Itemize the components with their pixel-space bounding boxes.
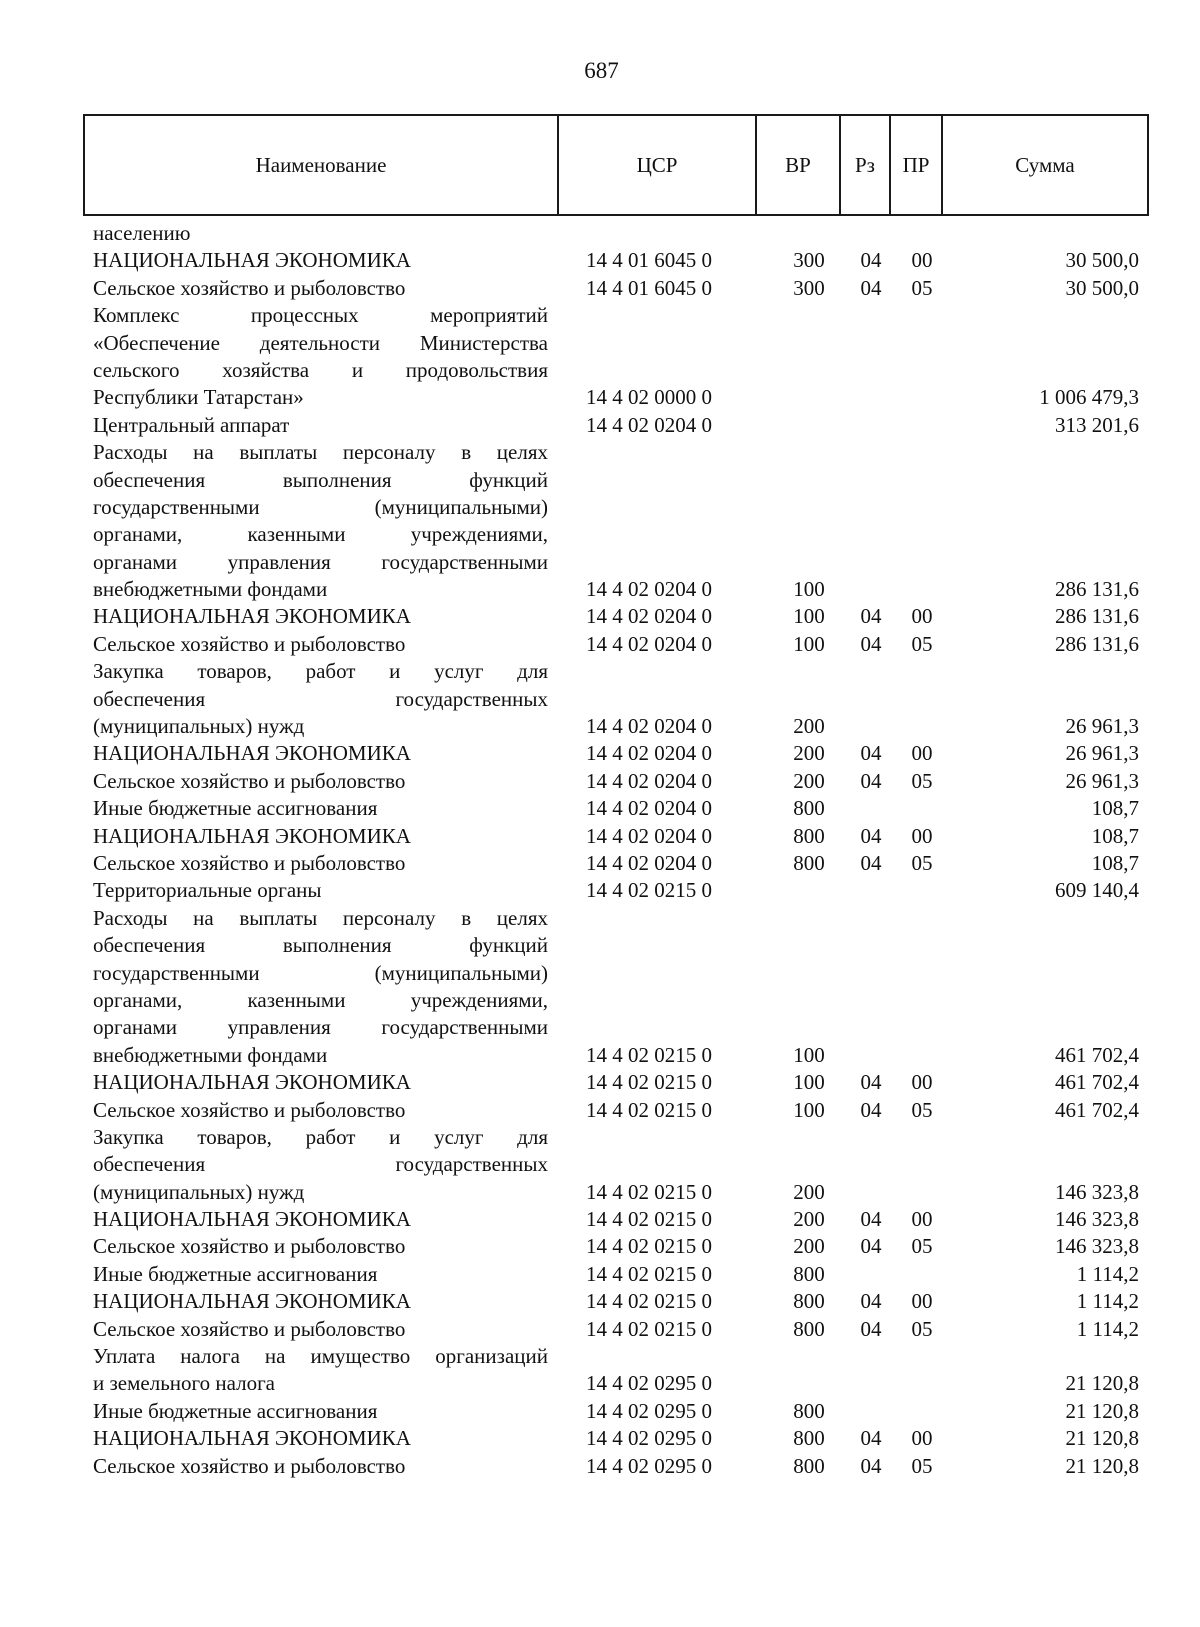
row-vr: 200 <box>793 714 825 739</box>
row-name <box>93 740 548 767</box>
row-rz: 04 <box>860 823 882 848</box>
row-name-line: и земельного налога <box>93 1371 276 1396</box>
row-pr <box>902 220 942 247</box>
table-row <box>93 877 1139 904</box>
row-pr: 00 <box>911 741 933 766</box>
row-csr: 14 4 02 0215 0 <box>586 1316 712 1341</box>
row-name-line: внебюджетными фондами <box>93 577 328 602</box>
table-row <box>93 1124 1139 1206</box>
row-csr: 14 4 02 0204 0 <box>586 604 712 629</box>
row-sum: 21 120,8 <box>1065 1426 1139 1451</box>
row-csr: 14 4 01 6045 0 <box>586 248 712 273</box>
row-vr <box>781 412 837 439</box>
row-sum: 21 120,8 <box>1065 1371 1139 1396</box>
row-name-line: Центральный аппарат <box>93 412 290 437</box>
table-row <box>93 1069 1139 1096</box>
row-sum: 313 201,6 <box>1055 412 1139 437</box>
row-rz: 04 <box>860 1453 882 1478</box>
row-vr: 100 <box>793 1070 825 1095</box>
row-rz <box>851 795 891 822</box>
row-sum: 108,7 <box>1091 796 1139 821</box>
row-csr: 14 4 02 0215 0 <box>586 1207 712 1232</box>
row-pr <box>902 877 942 904</box>
row-name-line: НАЦИОНАЛЬНАЯ ЭКОНОМИКА <box>93 604 411 629</box>
row-vr: 800 <box>793 1426 825 1451</box>
row-csr: 14 4 02 0215 0 <box>586 1042 712 1067</box>
row-rz: 04 <box>860 248 882 273</box>
row-csr: 14 4 02 0204 0 <box>586 714 712 739</box>
table-row <box>93 1343 1139 1398</box>
row-sum: 26 961,3 <box>1065 741 1139 766</box>
row-name <box>93 905 548 1069</box>
table-row <box>93 1425 1139 1452</box>
row-name-line: Расходы на выплаты персоналу в целях <box>93 905 548 930</box>
row-pr: 05 <box>911 275 933 300</box>
row-name <box>93 1425 548 1452</box>
row-pr: 00 <box>911 248 933 273</box>
row-name-line: НАЦИОНАЛЬНАЯ ЭКОНОМИКА <box>93 1070 411 1095</box>
row-csr: 14 4 02 0215 0 <box>586 1097 712 1122</box>
row-name <box>93 439 548 603</box>
row-name <box>93 1124 548 1206</box>
row-name-line: Территориальные органы <box>93 878 322 903</box>
row-csr: 14 4 02 0204 0 <box>586 823 712 848</box>
row-pr <box>902 412 942 439</box>
table-row <box>93 1233 1139 1260</box>
row-name-line: (муниципальных) нужд <box>93 1179 305 1204</box>
table-row <box>93 905 1139 1069</box>
row-rz: 04 <box>860 850 882 875</box>
row-sum: 286 131,6 <box>1055 577 1139 602</box>
row-name <box>93 850 548 877</box>
row-name-line: «Обеспечение деятельности Министерства <box>93 330 548 355</box>
row-rz <box>851 1179 891 1206</box>
header-csr: ЦСР <box>559 116 757 214</box>
row-name-line: населению <box>93 221 191 245</box>
row-sum: 21 120,8 <box>1065 1398 1139 1423</box>
row-name-line: Закупка товаров, работ и услуг для <box>93 659 548 684</box>
row-rz <box>851 877 891 904</box>
row-name <box>93 768 548 795</box>
table-row <box>93 658 1139 740</box>
row-rz <box>851 412 891 439</box>
row-rz: 04 <box>860 1234 882 1259</box>
row-name <box>93 247 548 274</box>
row-vr: 200 <box>793 741 825 766</box>
row-csr: 14 4 02 0204 0 <box>586 631 712 656</box>
row-name <box>93 412 548 439</box>
row-name-line: Сельское хозяйство и рыболовство <box>93 1234 406 1259</box>
row-csr: 14 4 02 0295 0 <box>586 1426 712 1451</box>
row-vr: 800 <box>793 850 825 875</box>
row-csr: 14 4 02 0295 0 <box>586 1371 712 1396</box>
table-row <box>93 1097 1139 1124</box>
row-vr: 100 <box>793 1097 825 1122</box>
row-name-line: НАЦИОНАЛЬНАЯ ЭКОНОМИКА <box>93 248 411 273</box>
row-pr: 00 <box>911 1207 933 1232</box>
row-pr: 00 <box>911 823 933 848</box>
row-sum: 21 120,8 <box>1065 1453 1139 1478</box>
row-name-line: Расходы на выплаты персоналу в целях <box>93 440 548 465</box>
row-vr: 300 <box>793 275 825 300</box>
row-rz: 04 <box>860 1316 882 1341</box>
row-name <box>93 658 548 740</box>
row-rz <box>851 220 891 247</box>
table-row <box>93 850 1139 877</box>
row-pr: 00 <box>911 1070 933 1095</box>
table-row <box>93 631 1139 658</box>
row-name <box>93 1097 548 1124</box>
row-name-line: (муниципальных) нужд <box>93 714 305 739</box>
row-sum: 30 500,0 <box>1065 275 1139 300</box>
row-pr: 05 <box>911 1097 933 1122</box>
row-name-line: НАЦИОНАЛЬНАЯ ЭКОНОМИКА <box>93 1426 411 1451</box>
row-name-line: Республики Татарстан» <box>93 385 304 410</box>
row-csr: 14 4 02 0215 0 <box>586 1179 712 1204</box>
row-pr: 05 <box>911 768 933 793</box>
row-name <box>93 631 548 658</box>
table-row <box>93 247 1139 274</box>
header-name: Наименование <box>85 116 559 214</box>
row-rz <box>851 1398 891 1425</box>
row-name-line: государственными (муниципальными) <box>93 494 548 519</box>
table-body <box>93 220 1139 1480</box>
row-csr: 14 4 02 0204 0 <box>586 796 712 821</box>
table-row <box>93 302 1139 412</box>
row-pr <box>902 713 942 740</box>
table-row <box>93 1398 1139 1425</box>
row-name-line: Комплекс процессных мероприятий <box>93 303 548 328</box>
row-name-line: Закупка товаров, работ и услуг для <box>93 1124 548 1149</box>
row-name-line: Сельское хозяйство и рыболовство <box>93 1453 406 1478</box>
table-row <box>93 1206 1139 1233</box>
row-name-line: НАЦИОНАЛЬНАЯ ЭКОНОМИКА <box>93 1289 411 1314</box>
header-vr: ВР <box>757 116 841 214</box>
row-vr: 800 <box>793 1398 825 1423</box>
row-vr: 200 <box>793 768 825 793</box>
table-row <box>93 1288 1139 1315</box>
table-row <box>93 220 1139 247</box>
row-csr: 14 4 02 0000 0 <box>586 385 712 410</box>
row-name-line: сельского хозяйства и продовольствия <box>93 357 548 382</box>
row-name <box>93 1343 548 1398</box>
row-vr: 100 <box>793 1042 825 1067</box>
row-name-line: государственными (муниципальными) <box>93 960 548 985</box>
row-name <box>93 275 548 302</box>
row-name-line: Иные бюджетные ассигнования <box>93 796 378 821</box>
row-csr: 14 4 02 0204 0 <box>586 850 712 875</box>
header-sum: Сумма <box>1015 152 1075 177</box>
row-name-line: Сельское хозяйство и рыболовство <box>93 768 406 793</box>
table-row <box>93 275 1139 302</box>
row-sum: 1 114,2 <box>1076 1316 1139 1341</box>
row-rz <box>851 1261 891 1288</box>
row-csr: 14 4 02 0215 0 <box>586 1070 712 1095</box>
row-rz <box>851 1042 891 1069</box>
row-pr: 05 <box>911 850 933 875</box>
row-name <box>93 1069 548 1096</box>
row-csr: 14 4 02 0215 0 <box>586 1289 712 1314</box>
row-name-line: органами управления государственными <box>93 549 548 574</box>
table-header <box>83 114 1149 216</box>
row-csr: 14 4 02 0295 0 <box>586 1398 712 1423</box>
row-name-line: обеспечения выполнения функций <box>93 467 548 492</box>
row-name <box>93 877 548 904</box>
table-row <box>93 823 1139 850</box>
page-number: 687 <box>584 58 619 83</box>
row-name <box>93 302 548 412</box>
row-vr: 300 <box>793 248 825 273</box>
row-name <box>93 1316 548 1343</box>
row-sum: 461 702,4 <box>1055 1042 1139 1067</box>
table-row <box>93 1316 1139 1343</box>
table-row <box>93 1453 1139 1480</box>
row-pr: 05 <box>911 1453 933 1478</box>
row-rz <box>851 713 891 740</box>
table-row <box>93 439 1139 603</box>
row-rz: 04 <box>860 741 882 766</box>
row-sum: 108,7 <box>1091 850 1139 875</box>
row-name <box>93 1261 548 1288</box>
row-name-line: Сельское хозяйство и рыболовство <box>93 1316 406 1341</box>
row-vr: 200 <box>793 1179 825 1204</box>
row-vr: 800 <box>793 796 825 821</box>
row-name-line: НАЦИОНАЛЬНАЯ ЭКОНОМИКА <box>93 823 411 848</box>
row-pr: 00 <box>911 1289 933 1314</box>
row-sum: 26 961,3 <box>1065 768 1139 793</box>
row-name <box>93 1398 548 1425</box>
row-name <box>93 1233 548 1260</box>
row-rz: 04 <box>860 275 882 300</box>
row-sum: 1 006 479,3 <box>1039 385 1139 410</box>
table-row <box>93 603 1139 630</box>
row-pr <box>902 795 942 822</box>
row-pr <box>902 1179 942 1206</box>
row-name-line: Сельское хозяйство и рыболовство <box>93 275 406 300</box>
row-vr <box>781 877 837 904</box>
row-pr: 05 <box>911 1316 933 1341</box>
table-row <box>93 768 1139 795</box>
row-name-line: органами управления государственными <box>93 1015 548 1040</box>
row-rz: 04 <box>860 1289 882 1314</box>
row-name-line: НАЦИОНАЛЬНАЯ ЭКОНОМИКА <box>93 741 411 766</box>
row-name <box>93 1288 548 1315</box>
row-sum: 1 114,2 <box>1076 1289 1139 1314</box>
row-sum: 26 961,3 <box>1065 714 1139 739</box>
header-pr: ПР <box>891 116 943 214</box>
row-csr: 14 4 02 0204 0 <box>586 741 712 766</box>
row-name-line: Иные бюджетные ассигнования <box>93 1398 378 1423</box>
row-name-line: Уплата налога на имущество организаций <box>93 1344 548 1369</box>
row-pr: 05 <box>911 631 933 656</box>
row-csr: 14 4 02 0215 0 <box>586 1261 712 1286</box>
row-sum: 146 323,8 <box>1055 1207 1139 1232</box>
row-pr <box>902 1398 942 1425</box>
row-name-line: Иные бюджетные ассигнования <box>93 1261 378 1286</box>
row-name <box>93 795 548 822</box>
row-rz: 04 <box>860 1207 882 1232</box>
row-vr: 800 <box>793 1316 825 1341</box>
row-vr: 800 <box>793 1261 825 1286</box>
row-csr: 14 4 02 0295 0 <box>586 1453 712 1478</box>
row-csr: 14 4 02 0204 0 <box>586 768 712 793</box>
row-pr: 00 <box>911 604 933 629</box>
row-pr: 00 <box>911 1426 933 1451</box>
row-sum: 286 131,6 <box>1055 631 1139 656</box>
row-pr <box>902 384 942 411</box>
row-sum: 286 131,6 <box>1055 604 1139 629</box>
row-vr: 800 <box>793 1453 825 1478</box>
table-row <box>93 795 1139 822</box>
row-sum: 1 114,2 <box>1076 1261 1139 1286</box>
row-name <box>93 1453 548 1480</box>
row-vr <box>781 220 837 247</box>
row-rz: 04 <box>860 631 882 656</box>
row-rz <box>851 384 891 411</box>
row-pr <box>902 1261 942 1288</box>
row-name-line: органами, казенными учреждениями, <box>93 987 548 1012</box>
row-pr <box>902 1042 942 1069</box>
table-row <box>93 740 1139 767</box>
row-sum: 30 500,0 <box>1065 248 1139 273</box>
row-name-line: Сельское хозяйство и рыболовство <box>93 1097 406 1122</box>
row-rz: 04 <box>860 604 882 629</box>
row-vr: 200 <box>793 1234 825 1259</box>
row-csr: 14 4 02 0215 0 <box>586 878 712 903</box>
row-vr <box>781 1370 837 1397</box>
row-name-line: обеспечения государственных <box>93 1152 548 1177</box>
row-pr: 05 <box>911 1234 933 1259</box>
row-sum: 146 323,8 <box>1055 1179 1139 1204</box>
row-vr: 800 <box>793 823 825 848</box>
row-pr <box>902 1370 942 1397</box>
row-name-line: Сельское хозяйство и рыболовство <box>93 850 406 875</box>
row-rz <box>851 576 891 603</box>
row-vr: 800 <box>793 1289 825 1314</box>
row-csr: 14 4 02 0204 0 <box>586 412 712 437</box>
row-vr: 100 <box>793 604 825 629</box>
row-name <box>93 220 548 247</box>
row-rz: 04 <box>860 1070 882 1095</box>
row-name-line: Сельское хозяйство и рыболовство <box>93 631 406 656</box>
table-row <box>93 1261 1139 1288</box>
row-pr <box>902 576 942 603</box>
row-sum: 146 323,8 <box>1055 1234 1139 1259</box>
row-rz: 04 <box>860 768 882 793</box>
row-vr: 100 <box>793 577 825 602</box>
row-rz: 04 <box>860 1426 882 1451</box>
row-name-line: внебюджетными фондами <box>93 1042 328 1067</box>
row-vr: 200 <box>793 1207 825 1232</box>
row-name-line: обеспечения государственных <box>93 686 548 711</box>
row-vr <box>781 384 837 411</box>
row-name <box>93 603 548 630</box>
row-sum: 108,7 <box>1091 823 1139 848</box>
row-rz <box>851 1370 891 1397</box>
table-row <box>93 412 1139 439</box>
row-vr: 100 <box>793 631 825 656</box>
row-name-line: обеспечения выполнения функций <box>93 933 548 958</box>
row-rz: 04 <box>860 1097 882 1122</box>
row-sum: 461 702,4 <box>1055 1070 1139 1095</box>
row-csr: 14 4 02 0204 0 <box>586 577 712 602</box>
row-name <box>93 823 548 850</box>
row-sum: 461 702,4 <box>1055 1097 1139 1122</box>
row-name-line: органами, казенными учреждениями, <box>93 522 548 547</box>
row-name <box>93 1206 548 1233</box>
row-csr: 14 4 01 6045 0 <box>586 275 712 300</box>
header-rz: Рз <box>841 116 891 214</box>
row-sum: 609 140,4 <box>1055 878 1139 903</box>
row-csr: 14 4 02 0215 0 <box>586 1234 712 1259</box>
row-name-line: НАЦИОНАЛЬНАЯ ЭКОНОМИКА <box>93 1207 411 1232</box>
